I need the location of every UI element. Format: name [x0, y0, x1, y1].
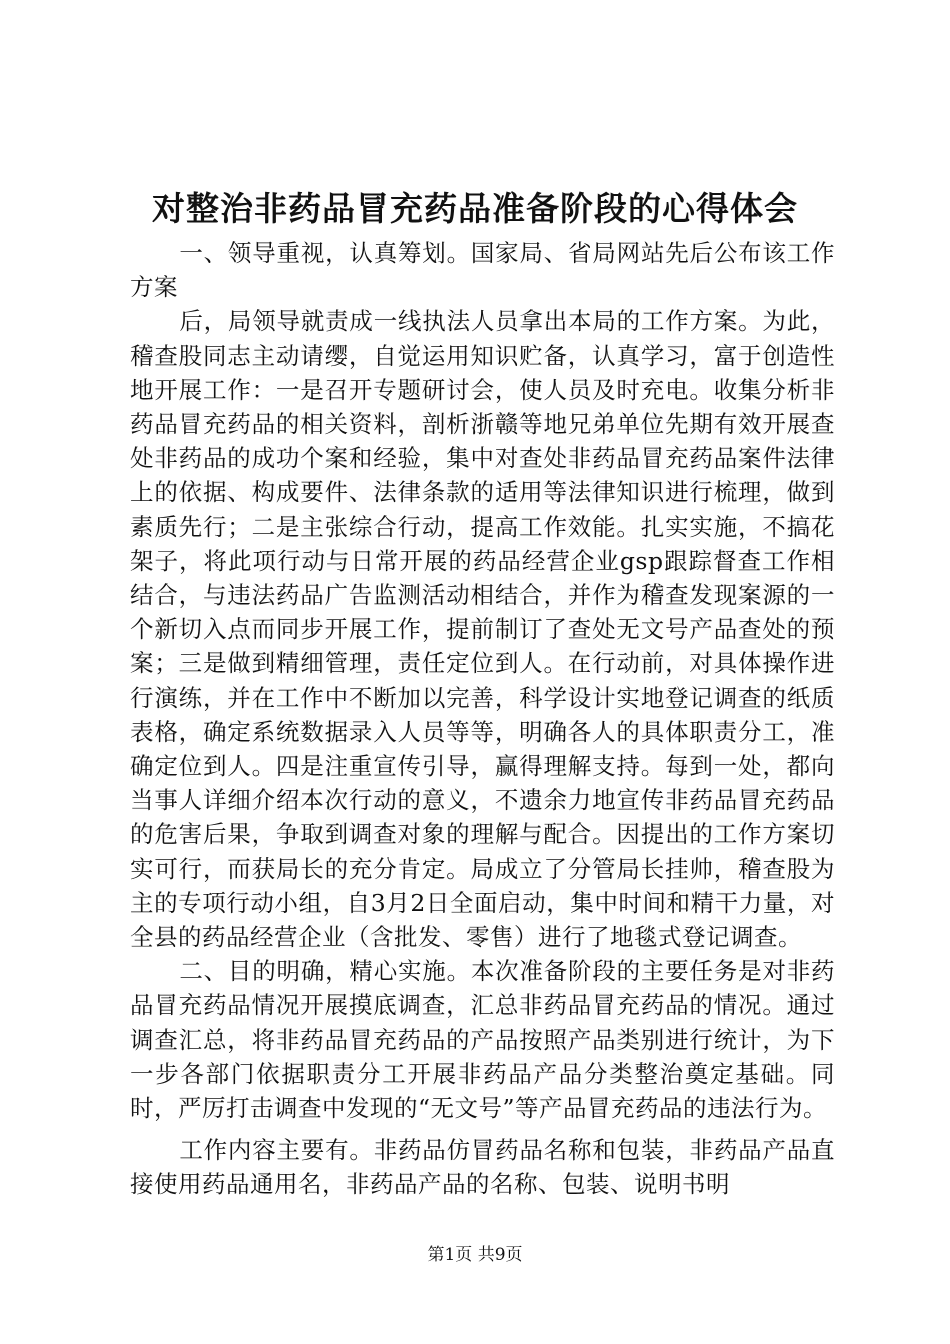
- paragraph-1: 一、领导重视，认真筹划。国家局、省局网站先后公布该工作方案: [130, 239, 835, 302]
- page-footer: 第1页 共9页: [427, 1245, 523, 1265]
- paragraph-3: 二、目的明确，精心实施。本次准备阶段的主要任务是对非药品冒充药品情况开展摸底调查，汇总非药品冒充药品的情况。通过调查汇总，将非药品冒充药品的产品按照产品类别进行统计，为下一步各部门依据职责分工开展非药品产品分类整治奠定基础。同时，严厉打击调查中发现的“无文号”等产品冒充药品的违法行为。: [130, 957, 835, 1123]
- paragraph-4: 工作内容主要有。非药品仿冒药品名称和包装，非药品产品直接使用药品通用名，非药品产品的名称、包装、说明书明: [130, 1136, 835, 1199]
- document-body: [130, 236, 835, 1202]
- paragraph-2: 后，局领导就责成一线执法人员拿出本局的工作方案。为此，稽查股同志主动请缨，自觉运用知识贮备，认真学习，富于创造性地开展工作：一是召开专题研讨会，使人员及时充电。收集分析非药品冒充药品的相关资料，剖析浙赣等地兄弟单位先期有效开展查处非药品的成功个案和经验，集中对查处非药品冒充药品案件法律上的依据、构成要件、法律条款的适用等法律知识进行梳理，做到素质先行；二是主张综合行动，提高工作效能。扎实实施，不搞花架子，将此项行动与日常开展的药品经营企业gsp跟踪督查工作相结合，与违法药品广告监测活动相结合，并作为稽查发现案源的一个新切入点而同步开展工作，提前制订了查处无文号产品查处的预案；三是做到精细管理，责任定位到人。在行动前，对具体操作进行演练，并在工作中不断加以完善，科学设计实地登记调查的纸质表格，确定系统数据录入人员等等，明确各人的具体职责分工，准确定位到人。四是注重宣传引导，赢得理解支持。每到一处，都向当事人详细介绍本次行动的意义，不遗余力地宣传非药品冒充药品的危害后果，争取到调查对象的理解与配合。因提出的工作方案切实可行，而获局长的充分肯定。局成立了分管局长挂帅，稽查股为主的专项行动小组，自3月2日全面启动，集中时间和精干力量，对全县的药品经营企业（含批发、零售）进行了地毯式登记调查。: [130, 307, 835, 952]
- document-title: 对整治非药品冒充药品准备阶段的心得体会: [152, 189, 798, 228]
